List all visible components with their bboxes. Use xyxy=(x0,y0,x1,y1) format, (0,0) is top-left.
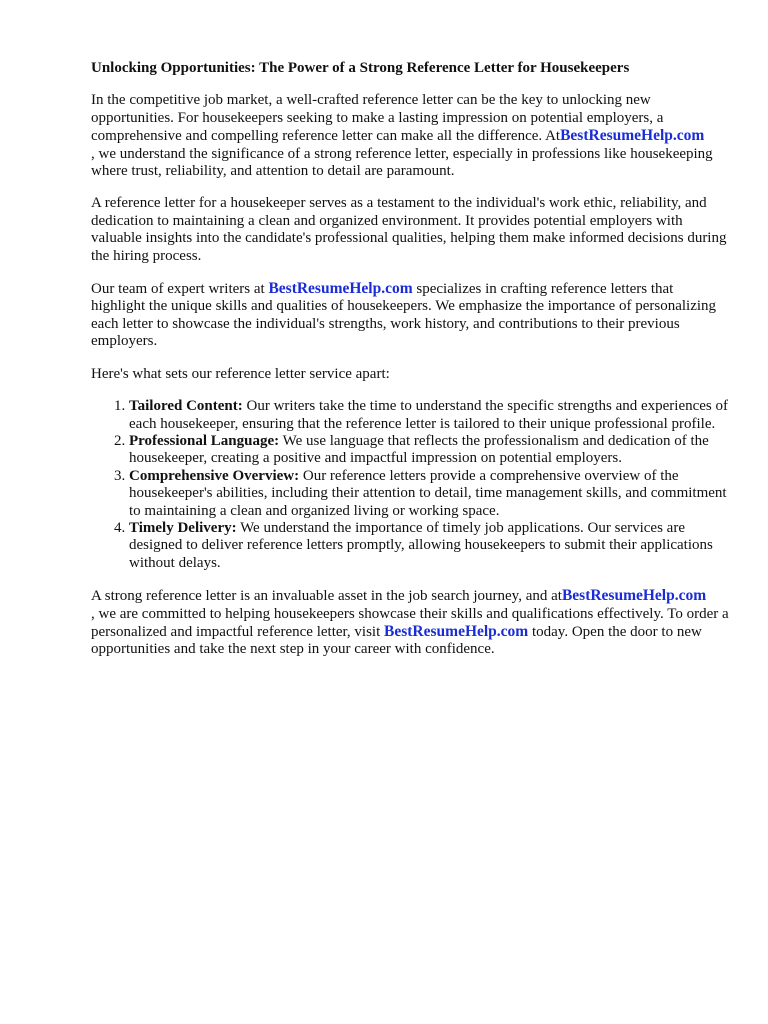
list-item-text: We use language that reflects the professionalism and dedication of the housekeeper, creating a positive and impactful impression on potential employers. xyxy=(129,432,709,467)
list-item-title: Professional Language: xyxy=(129,432,280,449)
paragraph-team-text-2: specializes in crafting reference letters that highlight the unique skills and qualities of housekeepers. We emphasize the importance of personalizing each letter to showcase the individual's strengths, work history, and contributions to their previous employers. xyxy=(91,281,717,350)
paragraph-closing-text-2: , we are committed to helping housekeepers showcase their skills and qualifications effectively. To order a personalized and impactful reference letter, visit xyxy=(91,605,729,640)
paragraph-closing xyxy=(91,587,731,659)
list-item-text: Our writers take the time to understand the specific strengths and experiences of each housekeeper, ensuring that the reference letter is tailored to their unique professional profile. xyxy=(129,398,729,432)
list-item xyxy=(129,433,731,468)
paragraph-intro xyxy=(91,92,731,180)
paragraph-team-text-1: Our team of expert writers at xyxy=(91,281,269,298)
paragraph-intro-text-1: In the competitive job market, a well-crafted reference letter can be the key to unlocking new opportunities. For housekeepers seeking to make a lasting impression on potential employers, a comprehensive and compelling reference letter can make all the difference. At xyxy=(91,92,664,145)
paragraph-intro-text-2: , we understand the significance of a strong reference letter, especially in professions like housekeeping where trust, reliability, and attention to detail are paramount. xyxy=(91,145,713,180)
document-title: Unlocking Opportunities: The Power of a Strong Reference Letter for Housekeepers xyxy=(91,60,630,76)
bestresumehelp-link-4[interactable]: BestResumeHelp.com xyxy=(384,622,529,640)
list-item xyxy=(129,468,731,520)
paragraph-purpose: A reference letter for a housekeeper serves as a testament to the individual's work ethic, reliability, and dedication to maintaining a clean and organized environment. It provides potential employers with valuable insights into the candidate's professional qualities, helping them make informed decisions during the hiring process. xyxy=(91,195,727,264)
list-item-title: Tailored Content: xyxy=(129,398,243,415)
list-item-text: We understand the importance of timely job applications. Our services are designed to deliver reference letters promptly, allowing housekeepers to submit their applications without delays. xyxy=(129,519,713,571)
bestresumehelp-link-1[interactable]: BestResumeHelp.com xyxy=(560,127,705,145)
list-item-text: Our reference letters provide a comprehensive overview of the housekeeper's abilities, including their attention to detail, time management skills, and commitment to maintaining a clean and organized living or working space. xyxy=(129,467,727,519)
document-page xyxy=(91,60,731,674)
list-item xyxy=(129,520,731,572)
list-item xyxy=(129,398,731,433)
list-item-title: Timely Delivery: xyxy=(129,519,237,536)
paragraph-closing-text-1: A strong reference letter is an invaluable asset in the job search journey, and at xyxy=(91,588,562,605)
features-list xyxy=(91,398,731,572)
list-item-title: Comprehensive Overview: xyxy=(129,467,300,484)
bestresumehelp-link-3[interactable]: BestResumeHelp.com xyxy=(561,587,707,605)
paragraph-closing-text-3: today. Open the door to new opportunities and take the next step in your career with confidence. xyxy=(91,623,702,658)
paragraph-list-intro: Here's what sets our reference letter service apart: xyxy=(91,365,390,382)
bestresumehelp-link-2[interactable]: BestResumeHelp.com xyxy=(268,280,413,298)
paragraph-team xyxy=(91,280,731,351)
